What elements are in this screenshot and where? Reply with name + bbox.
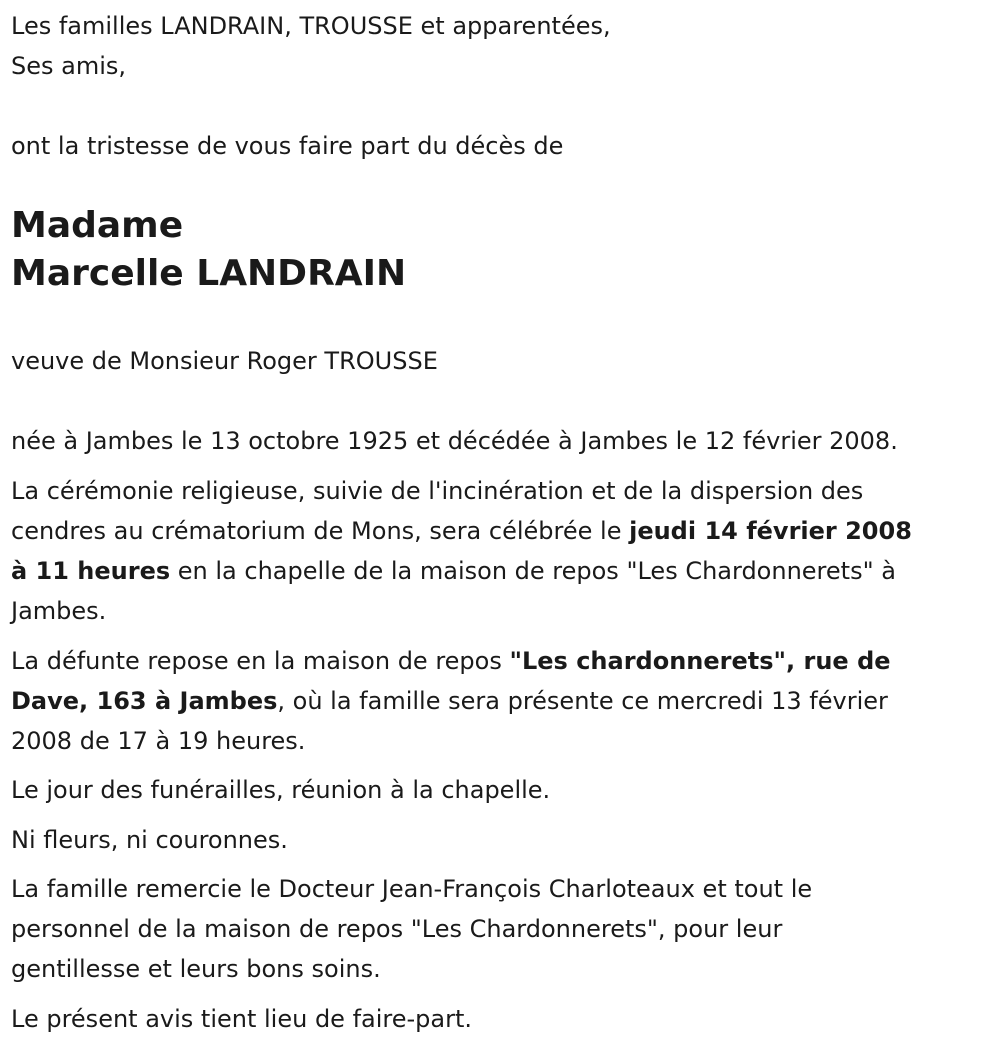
deceased-heading xyxy=(11,202,406,298)
intro-line-friends: Ses amis, xyxy=(11,52,127,80)
thanks-line: personnel de la maison de repos "Les Chardonnerets", pour leur xyxy=(11,915,783,943)
thanks-line: gentillesse et leurs bons soins. xyxy=(11,955,381,983)
ceremony-time: à 11 heures xyxy=(11,557,171,585)
family-intro xyxy=(11,6,611,86)
thanks-paragraph xyxy=(11,869,812,989)
ceremony-paragraph xyxy=(11,471,912,631)
birth-death-text: née à Jambes le 13 octobre 1925 et décédée à Jambes le 12 février 2008. xyxy=(11,427,898,455)
ceremony-date: jeudi 14 février 2008 xyxy=(629,517,912,545)
announcement-text: ont la tristesse de vous faire part du décès de xyxy=(11,132,564,160)
repose-paragraph xyxy=(11,641,891,761)
deceased-name: Marcelle LANDRAIN xyxy=(11,253,407,294)
repose-line: 2008 de 17 à 19 heures. xyxy=(11,727,306,755)
repose-line xyxy=(11,641,891,681)
deceased-title: Madame xyxy=(11,205,184,246)
intro-line-families: Les familles LANDRAIN, TROUSSE et apparentées, xyxy=(11,12,611,40)
thanks-line: La famille remercie le Docteur Jean-François Charloteaux et tout le xyxy=(11,875,813,903)
repose-address: Dave, 163 à Jambes xyxy=(11,687,278,715)
widow-of-text: veuve de Monsieur Roger TROUSSE xyxy=(11,347,438,375)
ceremony-text: en la chapelle de la maison de repos "Les Chardonnerets" à xyxy=(170,557,896,585)
closing-text: Le présent avis tient lieu de faire-part. xyxy=(11,1005,473,1033)
repose-location: "Les chardonnerets", rue de xyxy=(509,647,891,675)
ceremony-line: La cérémonie religieuse, suivie de l'incinération et de la dispersion des xyxy=(11,477,864,505)
repose-text: La défunte repose en la maison de repos xyxy=(11,647,510,675)
repose-text: , où la famille sera présente ce mercredi 13 février xyxy=(277,687,888,715)
funeral-day-text: Le jour des funérailles, réunion à la chapelle. xyxy=(11,776,551,804)
ceremony-text: cendres au crématorium de Mons, sera célébrée le xyxy=(11,517,630,545)
ceremony-line xyxy=(11,551,912,591)
repose-line xyxy=(11,681,891,721)
ceremony-line: Jambes. xyxy=(11,597,107,625)
no-flowers-text: Ni fleurs, ni couronnes. xyxy=(11,826,288,854)
ceremony-line xyxy=(11,511,912,551)
